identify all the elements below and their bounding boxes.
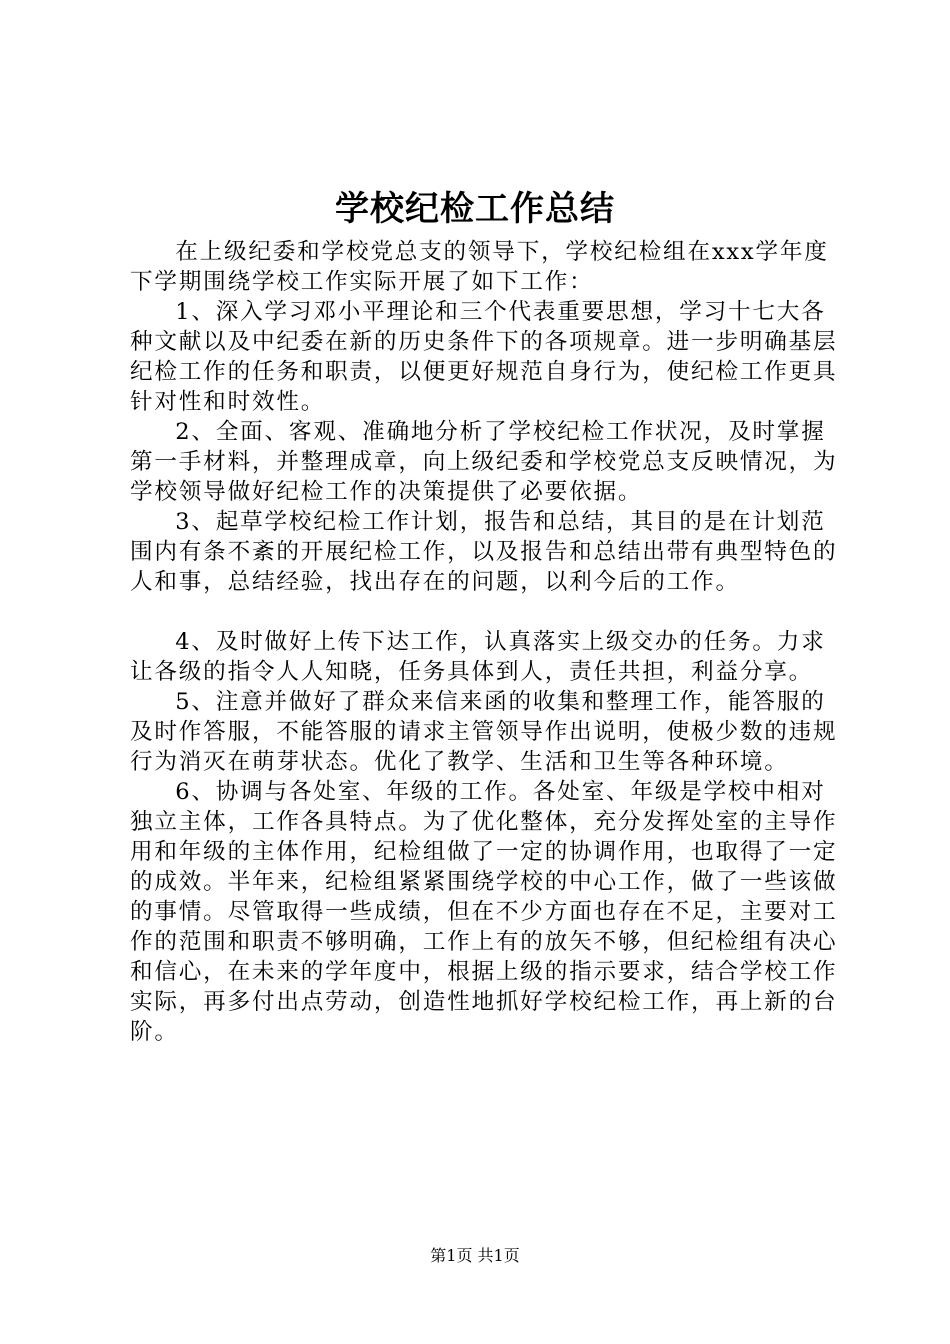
intro-paragraph: 在上级纪委和学校党总支的领导下，学校纪检组在xxx学年度下学期围绕学校工作实际开展了如下工作： bbox=[130, 239, 829, 295]
item-paragraph-6: 6、协调与各处室、年级的工作。各处室、年级是学校中相对独立主体，工作各具特点。为了优化整体，充分发挥处室的主导作用和年级的主体作用，纪检组做了一定的协调作用，也取得了一定的成效。半年来，纪检组紧紧围绕学校的中心工作，做了一些该做的事情。尽管取得一些成绩，但在不少方面也存在不足，主要对工作的范围和职责不够明确，工作上有的放矢不够，但纪检组有决心和信心，在未来的学年度中，根据上级的指示要求，结合学校工作实际，再多付出点劳动，创造性地抓好学校纪检工作，再上新的台阶。 bbox=[130, 779, 838, 1045]
document-body bbox=[130, 237, 838, 1047]
page-number-footer: 第1页 共1页 bbox=[430, 1246, 520, 1265]
item-paragraph-5: 5、注意并做好了群众来信来函的收集和整理工作，能答服的及时作答服，不能答服的请求主管领导作出说明，使极少数的违规行为消灭在萌芽状态。优化了教学、生活和卫生等各种环境。 bbox=[130, 689, 838, 775]
item-paragraph-4: 4、及时做好上传下达工作，认真落实上级交办的任务。力求让各级的指令人人知晓，任务具体到人，责任共担，利益分享。 bbox=[130, 629, 826, 685]
item-paragraph-1: 1、深入学习邓小平理论和三个代表重要思想，学习十七大各种文献以及中纪委在新的历史条件下的各项规章。进一步明确基层纪检工作的任务和职责，以便更好规范自身行为，使纪检工作更具针对性和时效性。 bbox=[130, 299, 838, 415]
item-paragraph-3: 3、起草学校纪检工作计划，报告和总结，其目的是在计划范围内有条不紊的开展纪检工作，以及报告和总结出带有典型特色的人和事，总结经验，找出存在的问题，以利今后的工作。 bbox=[130, 509, 838, 595]
item-paragraph-2: 2、全面、客观、准确地分析了学校纪检工作状况，及时掌握第一手材料，并整理成章，向上级纪委和学校党总支反映情况，为学校领导做好纪检工作的决策提供了必要依据。 bbox=[130, 419, 838, 505]
document-title: 学校纪检工作总结 bbox=[335, 189, 615, 229]
